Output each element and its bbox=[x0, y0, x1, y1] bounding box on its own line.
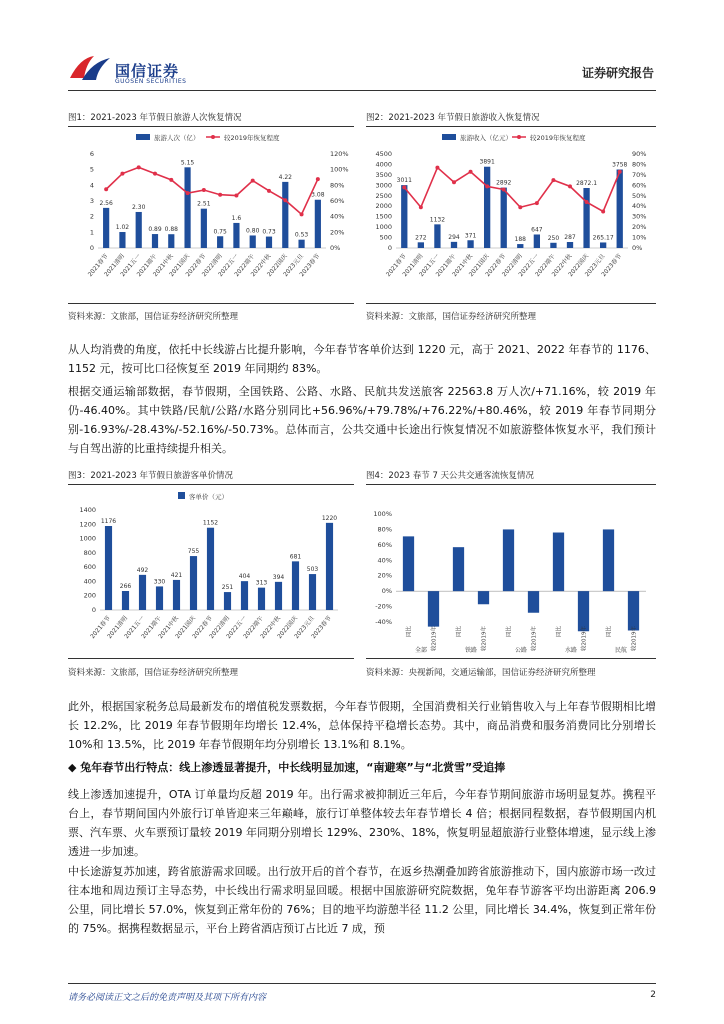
y2-tick-label: 90% bbox=[632, 150, 647, 158]
y-tick-label: 3000 bbox=[375, 181, 392, 190]
bar-data-label: 404 bbox=[238, 573, 251, 581]
y2-tick-label: 20% bbox=[330, 228, 345, 237]
bar bbox=[628, 591, 639, 630]
bar-data-label: 3011 bbox=[396, 177, 412, 185]
x-tick-label: 2022清明 bbox=[200, 252, 224, 279]
recovery-point bbox=[104, 187, 108, 191]
x-tick-label: 同比 bbox=[406, 626, 413, 638]
x-tick-label: 2022五一 bbox=[517, 252, 541, 279]
x-tick-label: 较2019年 bbox=[581, 626, 588, 651]
bar bbox=[617, 169, 623, 248]
x-tick-label: 2022国庆 bbox=[265, 252, 289, 279]
x-tick-label: 2022端午 bbox=[242, 614, 266, 641]
paragraph-3: 此外，根据国家税务总局最新发布的增值税发票数据，今年春节假期，全国消费相关行业销售收入与上年春节假期相比增长 12.2%，比 2019 年春节假期年均增长 12.4%，总体保持平稳增长态势。其中，商品消费和服务消费同比分别增长 10%和 13.5%，比 2019 年春节假期年均分别增长 13.1%和 8.1%。 bbox=[68, 700, 656, 751]
bar-data-label: 287 bbox=[564, 234, 576, 242]
bar bbox=[603, 529, 614, 591]
bar-data-label: 681 bbox=[289, 553, 302, 561]
legend-bar-swatch bbox=[136, 134, 150, 140]
x-tick-label: 较2019年 bbox=[481, 626, 488, 651]
y-tick-label: 800 bbox=[83, 548, 96, 557]
x-tick-label: 同比 bbox=[506, 626, 513, 638]
recovery-point bbox=[585, 200, 589, 204]
bar bbox=[190, 556, 197, 610]
y-tick-label: 0% bbox=[381, 587, 392, 596]
figure-3-title: 图3：2021-2023 年节假日旅游客单价情况 bbox=[68, 471, 233, 481]
y-tick-label: 5 bbox=[89, 165, 94, 174]
recovery-point bbox=[186, 191, 190, 195]
y2-tick-label: 80% bbox=[632, 160, 647, 169]
bar-data-label: 0.80 bbox=[246, 227, 260, 235]
y-tick-label: 4500 bbox=[375, 150, 392, 158]
figure-2-top-rule bbox=[366, 126, 656, 127]
bar bbox=[434, 224, 440, 248]
bar bbox=[403, 536, 414, 591]
y2-tick-label: 50% bbox=[632, 191, 647, 200]
bar bbox=[401, 185, 407, 248]
bar bbox=[428, 591, 439, 626]
x-tick-label: 2021春节 bbox=[89, 614, 113, 641]
x-tick-label: 同比 bbox=[556, 626, 563, 638]
bar bbox=[292, 561, 299, 610]
footer-disclaimer: 请务必阅读正文之后的免责声明及其项下所有内容 bbox=[68, 993, 267, 1003]
x-tick-label: 2022端午 bbox=[534, 252, 557, 279]
figure-2-source: 资料来源：文旅部，国信证券经济研究所整理 bbox=[366, 312, 537, 322]
footer-divider bbox=[68, 983, 656, 984]
bar-data-label: 647 bbox=[531, 226, 543, 234]
y2-tick-label: 60% bbox=[632, 181, 647, 190]
recovery-point bbox=[419, 205, 423, 209]
x-tick-label: 2022中秋 bbox=[259, 614, 283, 641]
company-name: 国信证券 bbox=[115, 62, 180, 80]
y2-tick-label: 70% bbox=[632, 170, 647, 179]
paragraph-2: 根据交通运输部数据，春节假期，全国铁路、公路、水路、民航共发送旅客 22563.8 万人次/+71.16%，较 2019 年仍-46.40%。其中铁路/民航/公路/水路分别同比+56.96%/+79.78%/+76.22%/+80.46%，较 2019 年春节同期分别-16.93%/-28.43%/-52.16%/-50.73%。总体而言，公共交通中长途出行恢复情况不如旅游整体恢复水平，我们预计与自驾出游的比重持续提升相关。 bbox=[68, 385, 656, 455]
y2-tick-label: 0% bbox=[632, 244, 643, 252]
bar bbox=[207, 528, 214, 610]
paragraph-4: 线上渗透加速提升，OTA 订单量均反超 2019 年。出行需求被抑制近三年后，今年春节期间旅游市场明显复苏。携程平台上，春节期间国内外旅行订单皆迎来三年巅峰，旅行订单整体较去年春节增长 4 倍；根据同程数据，春节假期国内机票、汽车票、火车票预订量较 2019 年同期分别增长 129%、230%、18%，恢复明显超旅游行业整体增速，显示线上渗透进一步加速。 bbox=[68, 788, 656, 858]
x-tick-label: 2022春节 bbox=[484, 252, 508, 279]
bar-data-label: 294 bbox=[448, 233, 460, 241]
x-tick-label: 较2019年 bbox=[531, 626, 538, 651]
bar bbox=[567, 242, 573, 248]
legend-line-marker bbox=[211, 135, 215, 139]
x-tick-label: 2021国庆 bbox=[168, 252, 192, 279]
page-number: 2 bbox=[650, 990, 656, 1000]
bar bbox=[258, 588, 265, 610]
bar bbox=[326, 523, 333, 610]
recovery-point bbox=[316, 177, 320, 181]
y-tick-label: 3500 bbox=[375, 170, 392, 179]
recovery-point bbox=[402, 185, 406, 189]
x-tick-label: 2022中秋 bbox=[249, 252, 273, 279]
figure-3-top-rule bbox=[68, 484, 354, 485]
recovery-point bbox=[251, 179, 255, 183]
y2-tick-label: 40% bbox=[330, 212, 345, 221]
y-tick-label: 4 bbox=[89, 181, 94, 190]
bar-data-label: 0.73 bbox=[262, 228, 276, 236]
figure-1-chart bbox=[68, 130, 354, 300]
y2-tick-label: 0% bbox=[330, 244, 341, 252]
bar-data-label: 3891 bbox=[479, 158, 495, 166]
group-label: 铁路 bbox=[464, 647, 478, 654]
bar bbox=[201, 209, 207, 248]
bar-data-label: 313 bbox=[255, 579, 268, 587]
x-tick-label: 2022清明 bbox=[208, 614, 232, 641]
bar-data-label: 188 bbox=[514, 236, 527, 244]
x-tick-label: 2021国庆 bbox=[467, 252, 491, 279]
y-tick-label: 4000 bbox=[375, 160, 392, 169]
bar bbox=[266, 237, 272, 248]
section-heading: ◆ 兔年春节出行特点：线上渗透显著提升，中长线明显加速，“南避寒”与“北赏雪”受追捧 bbox=[68, 761, 506, 774]
x-tick-label: 2021清明 bbox=[401, 252, 425, 279]
recovery-point bbox=[601, 209, 605, 213]
recovery-point bbox=[202, 188, 206, 192]
bar bbox=[298, 240, 304, 248]
paragraph-5: 中长途游复苏加速，跨省旅游需求回暖。出行放开后的首个春节，在返乡热潮叠加跨省旅游推动下，国内旅游市场一改过往本地和周边预订主导态势，中长线出行需求明显回暖。根据中国旅游研究院数据，兔年春节游客平均出游距离 206.9 公里，同比增长 57.0%，恢复到正常年份的 76%；目的地平均游憩半径 11.2 公里，同比增长 34.4%，恢复到正常年份的 75%。据携程数据显示，平台上跨省酒店预订占比近 7 成，预 bbox=[68, 865, 656, 935]
y-tick-label: -20% bbox=[375, 602, 392, 611]
bar-data-label: 2892 bbox=[496, 179, 512, 187]
bar bbox=[139, 575, 146, 610]
x-tick-label: 2021端午 bbox=[135, 252, 159, 279]
x-tick-label: 2023春节 bbox=[310, 614, 334, 641]
bar bbox=[583, 188, 589, 248]
figure-3-source: 资料来源：文旅部，国信证券经济研究所整理 bbox=[68, 668, 239, 678]
x-tick-label: 2023元旦 bbox=[293, 614, 317, 641]
bar bbox=[503, 529, 514, 591]
bar bbox=[122, 591, 129, 610]
y-tick-label: -40% bbox=[375, 618, 392, 626]
bar bbox=[528, 591, 539, 613]
y-tick-label: 600 bbox=[83, 563, 96, 572]
bar bbox=[224, 592, 231, 610]
bar-data-label: 3.08 bbox=[311, 191, 325, 199]
y-tick-label: 100% bbox=[373, 510, 392, 518]
bar-data-label: 5.15 bbox=[180, 159, 195, 167]
bar bbox=[501, 188, 507, 248]
bar bbox=[168, 234, 174, 248]
y2-tick-label: 20% bbox=[632, 223, 647, 232]
bar bbox=[103, 208, 109, 248]
recovery-point bbox=[267, 189, 271, 193]
figure-3-bottom-rule bbox=[68, 658, 354, 659]
y-tick-label: 2000 bbox=[375, 202, 392, 211]
recovery-point bbox=[153, 172, 157, 176]
y2-tick-label: 30% bbox=[632, 212, 647, 221]
x-tick-label: 2023元旦 bbox=[583, 252, 607, 279]
guosen-logo-icon bbox=[68, 52, 112, 84]
bar bbox=[241, 581, 248, 610]
figure-3-chart bbox=[68, 488, 354, 656]
recovery-point bbox=[137, 165, 141, 169]
recovery-point bbox=[502, 188, 506, 192]
paragraph-1: 从人均消费的角度，依托中长线游占比提升影响，今年春节客单价达到 1220 元，高于 2021、2022 年春节的 1176、1152 元，按可比口径恢复至 2019 年同期约 83%。 bbox=[68, 343, 656, 375]
bar-data-label: 4.22 bbox=[278, 173, 292, 181]
bar-data-label: 2.56 bbox=[99, 199, 113, 207]
legend-bar-label: 旅游收入（亿元） bbox=[460, 134, 512, 142]
recovery-point bbox=[452, 180, 456, 184]
bar bbox=[478, 591, 489, 604]
x-tick-label: 2021端午 bbox=[140, 614, 164, 641]
y-tick-label: 1000 bbox=[79, 534, 96, 543]
x-tick-label: 2022清明 bbox=[500, 252, 524, 279]
legend-bar-swatch bbox=[442, 134, 456, 140]
x-tick-label: 2021清明 bbox=[103, 252, 126, 279]
figure-2-chart bbox=[366, 130, 656, 300]
y2-tick-label: 10% bbox=[632, 233, 647, 242]
bar bbox=[453, 547, 464, 591]
figure-4-title: 图4：2023 春节 7 天公共交通客流恢复情况 bbox=[366, 471, 535, 481]
x-tick-label: 2021春节 bbox=[86, 252, 110, 279]
bar bbox=[184, 167, 190, 248]
bar bbox=[553, 533, 564, 592]
bar-data-label: 0.75 bbox=[213, 228, 227, 236]
recovery-point bbox=[535, 201, 539, 205]
x-tick-label: 2022春节 bbox=[191, 614, 215, 641]
bar bbox=[309, 574, 316, 610]
y-tick-label: 500 bbox=[379, 233, 392, 242]
bar bbox=[275, 582, 282, 610]
bar bbox=[282, 182, 288, 248]
figure-1-top-rule bbox=[68, 126, 354, 127]
x-tick-label: 2021中秋 bbox=[451, 252, 475, 279]
y-tick-label: 60% bbox=[377, 540, 392, 549]
bar-data-label: 1.02 bbox=[115, 224, 130, 232]
x-tick-label: 2022国庆 bbox=[276, 614, 300, 641]
bar bbox=[119, 232, 125, 248]
recovery-point bbox=[435, 166, 439, 170]
figure-4-source: 资料来源：央视新闻，交通运输部，国信证券经济研究所整理 bbox=[366, 668, 596, 678]
bar bbox=[451, 242, 457, 248]
bar bbox=[156, 586, 163, 610]
header-divider bbox=[68, 90, 656, 91]
y-tick-label: 0 bbox=[387, 244, 392, 252]
bar-data-label: 492 bbox=[136, 566, 149, 574]
bar bbox=[217, 236, 223, 248]
x-tick-label: 2021五一 bbox=[418, 252, 441, 279]
figure-1-title: 图1：2021-2023 年节假日旅游人次恢复情况 bbox=[68, 113, 242, 123]
recovery-point bbox=[518, 205, 522, 209]
bar bbox=[517, 244, 523, 248]
recovery-point bbox=[120, 172, 124, 176]
bar-data-label: 265.17 bbox=[592, 234, 614, 242]
y2-tick-label: 60% bbox=[330, 197, 345, 205]
bar bbox=[152, 234, 158, 248]
x-tick-label: 2022中秋 bbox=[550, 252, 574, 279]
group-label: 水路 bbox=[564, 647, 578, 654]
bar-data-label: 755 bbox=[187, 548, 200, 556]
figure-4-chart bbox=[366, 488, 656, 656]
x-tick-label: 较2019年 bbox=[631, 626, 638, 651]
x-tick-label: 2021中秋 bbox=[157, 614, 181, 641]
x-tick-label: 较2019年 bbox=[431, 626, 438, 651]
bar-data-label: 1.6 bbox=[231, 214, 242, 222]
recovery-point bbox=[283, 198, 287, 202]
y-tick-label: 20% bbox=[377, 571, 392, 580]
bar-data-label: 0.53 bbox=[294, 231, 309, 239]
figure-4-bottom-rule bbox=[366, 658, 656, 659]
y-tick-label: 80% bbox=[377, 525, 392, 534]
bar bbox=[315, 200, 321, 248]
bar-data-label: 250 bbox=[547, 234, 560, 242]
x-tick-label: 2022春节 bbox=[184, 252, 208, 279]
bar bbox=[600, 242, 606, 248]
x-tick-label: 2023春节 bbox=[600, 252, 624, 279]
recovery-point bbox=[485, 184, 489, 188]
bar-data-label: 1220 bbox=[321, 514, 338, 522]
bar-data-label: 394 bbox=[272, 573, 285, 581]
bar bbox=[467, 240, 473, 248]
bar-data-label: 0.88 bbox=[164, 226, 178, 234]
bar-data-label: 272 bbox=[415, 234, 427, 242]
y2-tick-label: 120% bbox=[330, 150, 349, 158]
bar bbox=[233, 223, 239, 248]
recovery-point bbox=[218, 193, 222, 197]
y-tick-label: 40% bbox=[377, 556, 392, 565]
y-tick-label: 2 bbox=[89, 212, 94, 221]
bar-data-label: 1152 bbox=[202, 519, 219, 527]
x-tick-label: 2021端午 bbox=[434, 252, 458, 279]
bar-data-label: 3758 bbox=[612, 161, 628, 169]
y-tick-label: 1 bbox=[89, 228, 94, 237]
x-tick-label: 2021五一 bbox=[123, 614, 147, 641]
bar bbox=[578, 591, 589, 631]
y-tick-label: 0 bbox=[91, 606, 96, 614]
recovery-point bbox=[469, 170, 473, 174]
company-name-en: GUOSEN SECURITIES bbox=[115, 78, 187, 85]
legend-bar-swatch bbox=[178, 492, 185, 499]
legend-bar-label: 客单价（元） bbox=[189, 493, 228, 501]
group-label: 民航 bbox=[614, 647, 628, 654]
y-tick-label: 400 bbox=[83, 577, 96, 586]
y-tick-label: 200 bbox=[83, 591, 96, 600]
legend-line-marker bbox=[517, 135, 521, 139]
y-tick-label: 1200 bbox=[79, 520, 96, 529]
y-tick-label: 1500 bbox=[375, 212, 392, 221]
bar-data-label: 0.89 bbox=[148, 226, 162, 234]
x-tick-label: 2022五一 bbox=[217, 252, 240, 279]
bar-data-label: 2872.1 bbox=[576, 180, 598, 188]
x-tick-label: 2023春节 bbox=[298, 252, 322, 279]
y2-tick-label: 100% bbox=[330, 165, 349, 174]
x-tick-label: 2022五一 bbox=[225, 614, 249, 641]
x-tick-label: 同比 bbox=[456, 626, 463, 638]
bar bbox=[534, 234, 540, 248]
y2-tick-label: 40% bbox=[632, 202, 647, 211]
recovery-point bbox=[618, 170, 622, 174]
figure-2-title: 图2：2021-2023 年节假日旅游收入恢复情况 bbox=[366, 113, 540, 123]
recovery-point bbox=[234, 194, 238, 198]
y-tick-label: 3 bbox=[89, 197, 94, 205]
figure-1-source: 资料来源：文旅部，国信证券经济研究所整理 bbox=[68, 312, 239, 322]
figure-1-bottom-rule bbox=[68, 303, 354, 304]
y-tick-label: 0 bbox=[89, 244, 94, 252]
bar-data-label: 421 bbox=[170, 571, 183, 579]
y-tick-label: 2500 bbox=[375, 191, 392, 200]
figure-4-top-rule bbox=[366, 484, 656, 485]
x-tick-label: 2021清明 bbox=[106, 614, 130, 641]
x-tick-label: 2022国庆 bbox=[567, 252, 591, 279]
recovery-point bbox=[169, 178, 173, 182]
bar-data-label: 2.30 bbox=[132, 203, 146, 211]
bar bbox=[136, 212, 142, 248]
bar-data-label: 1176 bbox=[100, 518, 117, 525]
bar bbox=[173, 580, 180, 610]
bar-data-label: 330 bbox=[153, 578, 166, 586]
y-tick-label: 1400 bbox=[79, 506, 96, 514]
x-tick-label: 同比 bbox=[606, 626, 613, 638]
x-tick-label: 2022端午 bbox=[233, 252, 257, 279]
x-tick-label: 2021五一 bbox=[119, 252, 143, 279]
group-label: 公路 bbox=[514, 647, 528, 654]
y2-tick-label: 80% bbox=[330, 181, 345, 190]
x-tick-label: 2021春节 bbox=[384, 252, 408, 279]
bar bbox=[484, 167, 490, 248]
page-header bbox=[0, 0, 724, 90]
bar-data-label: 503 bbox=[306, 566, 319, 574]
recovery-point bbox=[551, 178, 555, 182]
legend-bar-label: 旅游人次（亿） bbox=[154, 134, 200, 142]
bar-data-label: 2.51 bbox=[197, 200, 211, 208]
x-tick-label: 2021中秋 bbox=[151, 252, 175, 279]
legend-line-label: 较2019年恢复程度 bbox=[224, 134, 280, 142]
y-tick-label: 6 bbox=[89, 150, 94, 158]
bar bbox=[250, 235, 256, 248]
bar-data-label: 371 bbox=[464, 232, 477, 240]
report-type: 证券研究报告 bbox=[581, 66, 654, 80]
legend-line-label: 较2019年恢复程度 bbox=[530, 134, 586, 142]
x-tick-label: 2023元旦 bbox=[282, 252, 306, 279]
figure-2-bottom-rule bbox=[366, 303, 656, 304]
bar bbox=[418, 242, 424, 248]
x-tick-label: 2021国庆 bbox=[174, 614, 198, 641]
bar-data-label: 266 bbox=[119, 583, 132, 590]
recovery-point bbox=[300, 212, 304, 216]
y-tick-label: 1000 bbox=[375, 223, 392, 232]
bar-data-label: 1132 bbox=[429, 216, 446, 224]
group-label: 全部 bbox=[414, 647, 428, 654]
bar bbox=[550, 243, 556, 248]
bar bbox=[105, 526, 112, 610]
recovery-point bbox=[568, 184, 572, 188]
bar-data-label: 251 bbox=[221, 584, 234, 592]
